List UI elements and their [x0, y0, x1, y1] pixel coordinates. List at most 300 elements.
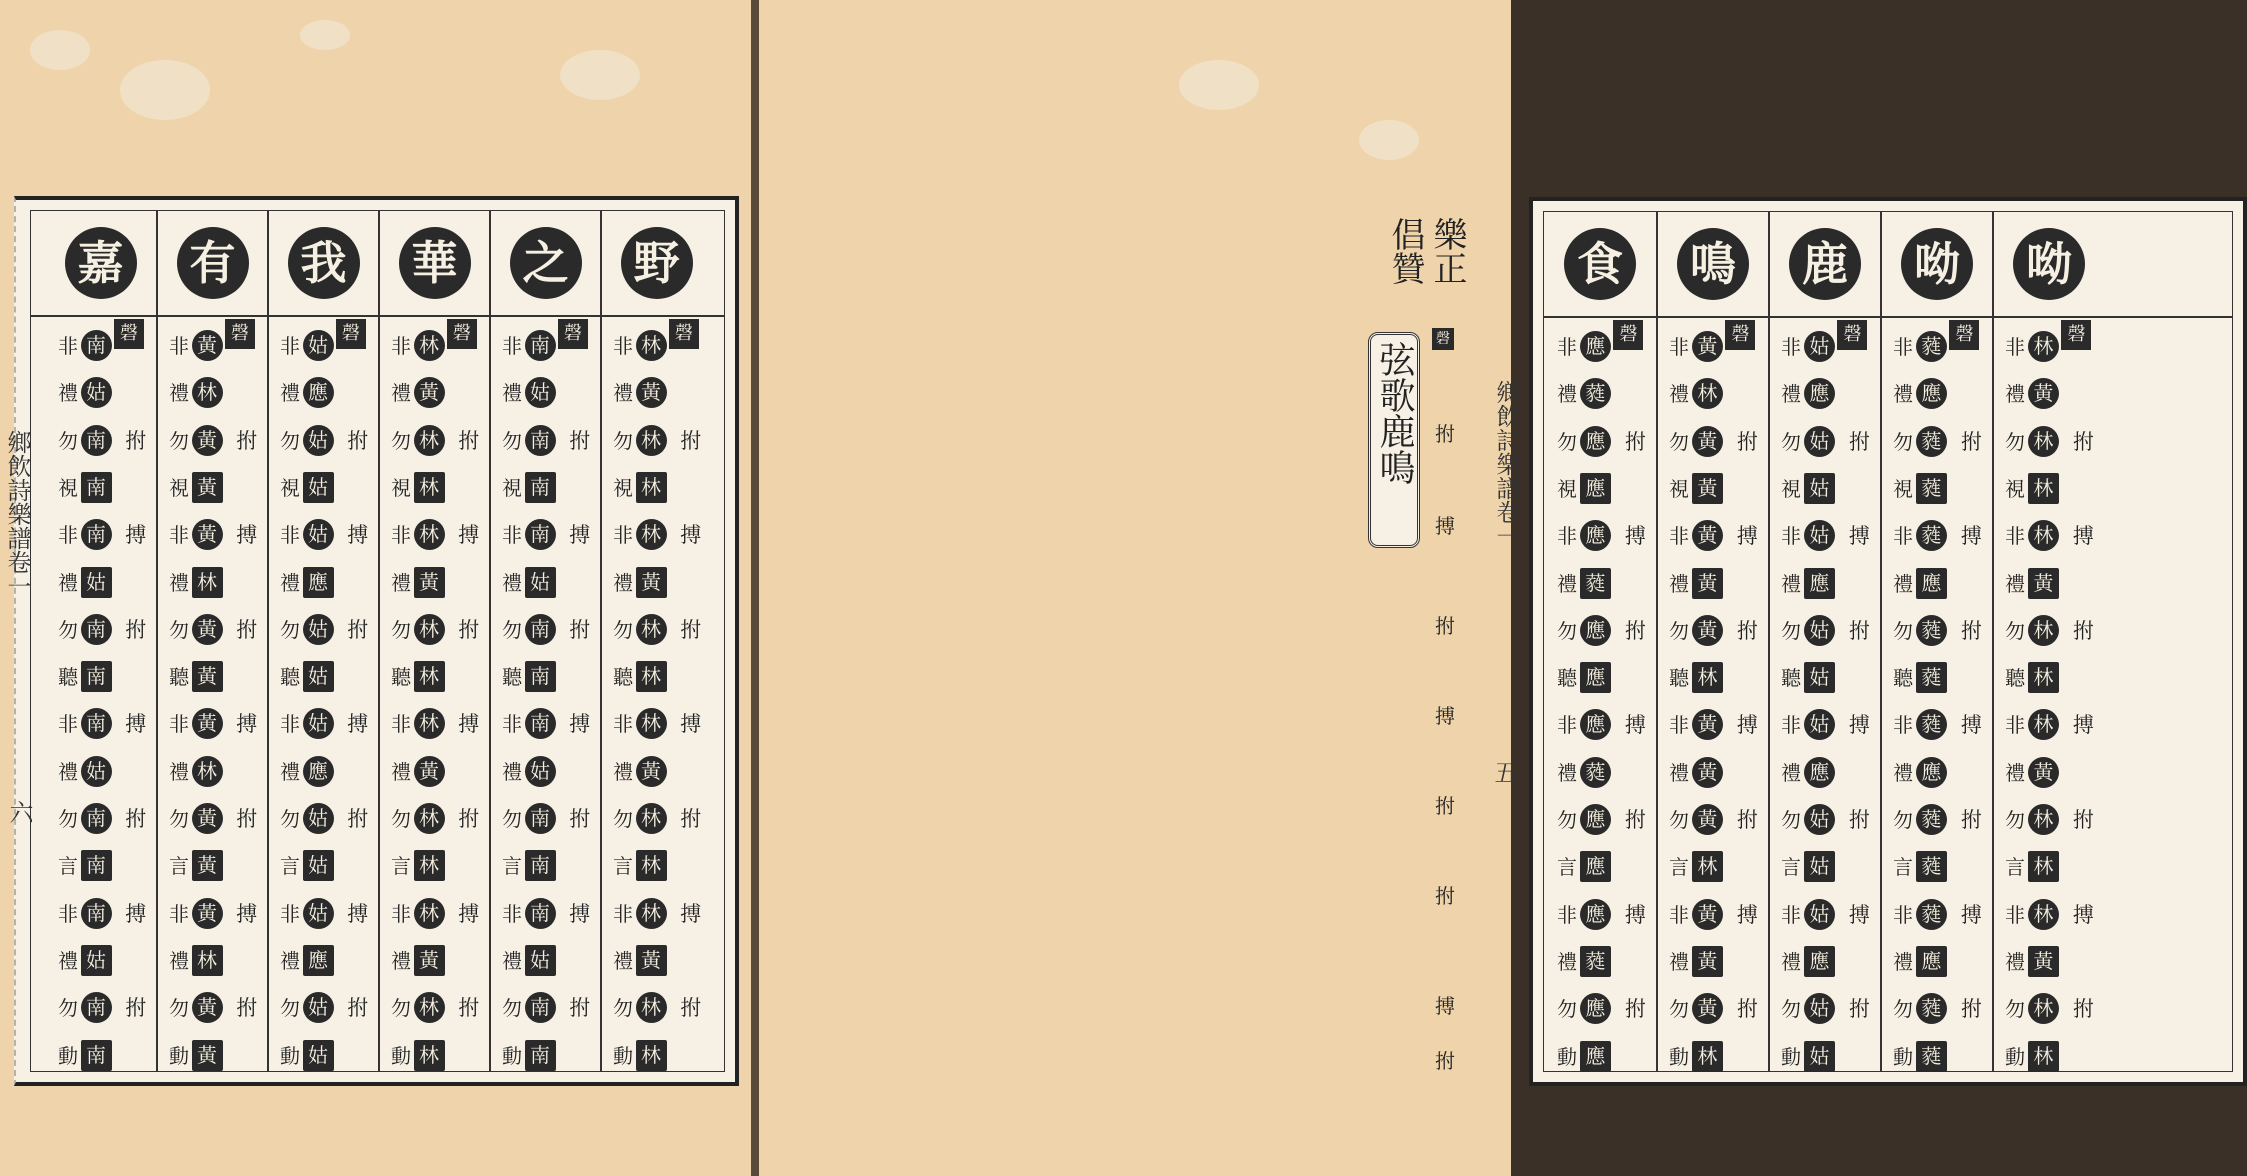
- pitch-note: 林: [1692, 1041, 1723, 1072]
- pitch-note: 蕤: [1916, 1041, 1947, 1072]
- heading-seal: 鹿: [1789, 228, 1861, 300]
- pitch-note: 林: [414, 472, 445, 503]
- lyric-char: 動: [1557, 1044, 1577, 1069]
- strike-mark: 拊: [236, 428, 258, 453]
- heading-seal: 華: [399, 227, 471, 299]
- strike-mark: 拊: [1848, 429, 1870, 454]
- lyric-char: 視: [1669, 476, 1689, 501]
- pitch-note: 應: [1580, 993, 1611, 1024]
- strike-mark: 搏: [347, 712, 369, 737]
- lyric-char: 視: [280, 475, 300, 500]
- pitch-note: 應: [1804, 568, 1835, 599]
- strike-mark: 拊: [1960, 429, 1982, 454]
- pitch-note: 林: [414, 850, 445, 881]
- lyric-char: 非: [2005, 902, 2025, 927]
- lyric-char: 非: [2005, 335, 2025, 359]
- lyric-char: 視: [613, 475, 633, 500]
- lyric-char: 禮: [1893, 382, 1913, 407]
- heading-seal: 野: [621, 227, 693, 299]
- right-page-number: 五: [1490, 760, 1518, 784]
- strike-mark: 搏: [1736, 902, 1758, 927]
- title-side-note: 拊: [1435, 1049, 1455, 1073]
- strike-mark: 搏: [1848, 902, 1870, 927]
- pitch-note: 林: [636, 850, 667, 881]
- heading-seal: 之: [510, 227, 582, 299]
- lyric-char: 非: [1669, 524, 1689, 549]
- water-stain: [1179, 60, 1259, 110]
- lyric-char: 禮: [169, 759, 189, 784]
- pitch-note: 應: [1580, 709, 1611, 740]
- right_page-score-column-1: [1656, 316, 1768, 1071]
- qing-mark: 磬: [1432, 328, 1454, 350]
- lyric-char: 聽: [169, 665, 189, 690]
- lyric-char: 聽: [1669, 666, 1689, 691]
- strike-mark: 拊: [1736, 808, 1758, 832]
- pitch-note: 姑: [303, 803, 334, 834]
- left-margin-text: 鄉飲詩樂譜卷一: [3, 430, 31, 598]
- lyric-char: 非: [58, 901, 78, 926]
- lyric-char: 視: [2005, 476, 2025, 501]
- pitch-note: 黃: [1692, 568, 1723, 599]
- lyric-char: 聽: [280, 665, 300, 690]
- header-label-1: 樂正: [1427, 217, 1467, 285]
- pitch-note: 南: [81, 519, 112, 550]
- lyric-char: 禮: [1669, 760, 1689, 785]
- lyric-char: 非: [502, 334, 522, 358]
- qing-mark: 磬: [447, 319, 477, 349]
- pitch-note: 姑: [525, 377, 556, 408]
- qing-mark: 磬: [1725, 320, 1755, 350]
- lyric-char: 非: [1781, 713, 1801, 738]
- pitch-note: 林: [2028, 993, 2059, 1024]
- pitch-note: 應: [1580, 662, 1611, 693]
- pitch-note: 蕤: [1580, 568, 1611, 599]
- title-side-note: 拊: [1435, 614, 1455, 638]
- left_page-heading-cell-1: [156, 211, 267, 315]
- lyric-char: 勿: [280, 428, 300, 453]
- pitch-note: 姑: [1804, 426, 1835, 457]
- lyric-char: 勿: [502, 807, 522, 831]
- qing-mark: 磬: [2061, 320, 2091, 350]
- pitch-note: 蕤: [1916, 331, 1947, 362]
- lyric-char: 勿: [391, 428, 411, 453]
- strike-mark: 搏: [1960, 713, 1982, 738]
- lyric-char: 聽: [2005, 666, 2025, 691]
- lyric-char: 勿: [169, 617, 189, 642]
- lyric-char: 視: [1557, 476, 1577, 501]
- lyric-char: 非: [613, 334, 633, 358]
- lyric-char: 禮: [391, 381, 411, 406]
- pitch-note: 蕤: [1916, 851, 1947, 882]
- lyric-char: 禮: [391, 948, 411, 973]
- lyric-char: 非: [280, 901, 300, 926]
- lyric-char: 聽: [613, 665, 633, 690]
- strike-mark: 搏: [569, 712, 591, 737]
- pitch-note: 黃: [192, 1040, 223, 1071]
- left_page-heading-cell-0: [45, 211, 156, 315]
- pitch-note: 蕤: [1916, 473, 1947, 504]
- lyric-char: 禮: [391, 570, 411, 595]
- pitch-note: 南: [525, 330, 556, 361]
- lyric-char: 非: [169, 712, 189, 737]
- strike-mark: 拊: [1848, 808, 1870, 832]
- strike-mark: 搏: [1960, 902, 1982, 927]
- strike-mark: 搏: [1848, 524, 1870, 549]
- pitch-note: 姑: [303, 472, 334, 503]
- lyric-char: 非: [1557, 902, 1577, 927]
- heading-seal: 有: [177, 227, 249, 299]
- strike-mark: 搏: [458, 712, 480, 737]
- strike-mark: 搏: [347, 901, 369, 926]
- pitch-note: 姑: [303, 898, 334, 929]
- lyric-char: 動: [280, 1043, 300, 1068]
- pitch-note: 南: [81, 1040, 112, 1071]
- pitch-note: 南: [81, 661, 112, 692]
- pitch-note: 應: [1804, 378, 1835, 409]
- left_page-score-column-0: [45, 315, 156, 1071]
- strike-mark: 搏: [1848, 713, 1870, 738]
- pitch-note: 蕤: [1916, 520, 1947, 551]
- pitch-note: 黃: [2028, 946, 2059, 977]
- lyric-char: 非: [502, 901, 522, 926]
- lyric-char: 視: [502, 475, 522, 500]
- lyric-char: 動: [1893, 1044, 1913, 1069]
- lyric-char: 勿: [280, 996, 300, 1021]
- pitch-note: 蕤: [1916, 993, 1947, 1024]
- lyric-char: 言: [1557, 855, 1577, 880]
- pitch-note: 應: [1580, 473, 1611, 504]
- lyric-char: 非: [1781, 902, 1801, 927]
- strike-mark: 拊: [569, 807, 591, 831]
- lyric-char: 禮: [1781, 949, 1801, 974]
- lyric-char: 勿: [502, 617, 522, 642]
- lyric-char: 非: [1557, 524, 1577, 549]
- pitch-note: 南: [525, 614, 556, 645]
- left_page-score-column-1: [156, 315, 267, 1071]
- pitch-note: 黃: [2028, 378, 2059, 409]
- left_page-heading-cell-2: [267, 211, 378, 315]
- lyric-char: 動: [613, 1043, 633, 1068]
- pitch-note: 姑: [303, 708, 334, 739]
- strike-mark: 搏: [1624, 902, 1646, 927]
- left_page-score-column-5: [600, 315, 711, 1071]
- qing-mark: 磬: [336, 319, 366, 349]
- pitch-note: 林: [636, 1040, 667, 1071]
- strike-mark: 拊: [125, 617, 147, 642]
- pitch-note: 姑: [1804, 615, 1835, 646]
- strike-mark: 搏: [125, 523, 147, 548]
- lyric-char: 勿: [613, 807, 633, 831]
- lyric-char: 禮: [280, 948, 300, 973]
- left_page-score-column-4: [489, 315, 600, 1071]
- strike-mark: 搏: [236, 712, 258, 737]
- lyric-char: 言: [391, 854, 411, 879]
- pitch-note: 姑: [1804, 899, 1835, 930]
- strike-mark: 搏: [236, 901, 258, 926]
- lyric-char: 非: [613, 901, 633, 926]
- lyric-char: 勿: [391, 807, 411, 831]
- lyric-char: 非: [169, 901, 189, 926]
- pitch-note: 南: [525, 708, 556, 739]
- pitch-note: 姑: [525, 945, 556, 976]
- title-side-note: 搏: [1435, 514, 1455, 538]
- pitch-note: 林: [414, 708, 445, 739]
- pitch-note: 林: [414, 1040, 445, 1071]
- pitch-note: 蕤: [1916, 804, 1947, 835]
- pitch-note: 應: [1580, 804, 1611, 835]
- lyric-char: 勿: [1893, 618, 1913, 643]
- strike-mark: 拊: [2072, 997, 2094, 1022]
- pitch-note: 南: [525, 803, 556, 834]
- lyric-char: 禮: [502, 570, 522, 595]
- right_page-heading-cell-3: [1880, 212, 1992, 316]
- strike-mark: 搏: [1736, 524, 1758, 549]
- qing-mark: 磬: [558, 319, 588, 349]
- lyric-char: 禮: [1781, 760, 1801, 785]
- lyric-char: 言: [280, 854, 300, 879]
- left-score-grid: [30, 210, 725, 1072]
- pitch-note: 林: [2028, 709, 2059, 740]
- strike-mark: 搏: [2072, 902, 2094, 927]
- pitch-note: 林: [636, 519, 667, 550]
- pitch-note: 姑: [303, 330, 334, 361]
- strike-mark: 拊: [1848, 618, 1870, 643]
- lyric-char: 勿: [58, 996, 78, 1021]
- pitch-note: 黃: [2028, 757, 2059, 788]
- lyric-char: 非: [1669, 335, 1689, 359]
- lyric-char: 勿: [58, 428, 78, 453]
- pitch-note: 黃: [1692, 899, 1723, 930]
- lyric-char: 禮: [1557, 949, 1577, 974]
- pitch-note: 林: [1692, 378, 1723, 409]
- title-side-note: 搏: [1435, 994, 1455, 1018]
- pitch-note: 林: [2028, 615, 2059, 646]
- strike-mark: 拊: [1624, 997, 1646, 1022]
- pitch-note: 黃: [192, 614, 223, 645]
- lyric-char: 勿: [1669, 429, 1689, 454]
- lyric-char: 言: [1781, 855, 1801, 880]
- pitch-note: 姑: [81, 567, 112, 598]
- pitch-note: 應: [1580, 331, 1611, 362]
- pitch-note: 黃: [1692, 426, 1723, 457]
- lyric-char: 勿: [2005, 997, 2025, 1022]
- strike-mark: 拊: [347, 996, 369, 1021]
- lyric-char: 聽: [58, 665, 78, 690]
- lyric-char: 視: [169, 475, 189, 500]
- pitch-note: 蕤: [1580, 378, 1611, 409]
- lyric-char: 禮: [502, 759, 522, 784]
- heading-seal: 鳴: [1677, 228, 1749, 300]
- strike-mark: 搏: [236, 523, 258, 548]
- lyric-char: 勿: [169, 428, 189, 453]
- lyric-char: 非: [502, 712, 522, 737]
- lyric-char: 非: [280, 334, 300, 358]
- pitch-note: 應: [1580, 615, 1611, 646]
- pitch-note: 黃: [192, 992, 223, 1023]
- pitch-note: 林: [192, 945, 223, 976]
- strike-mark: 搏: [2072, 524, 2094, 549]
- lyric-char: 動: [502, 1043, 522, 1068]
- lyric-char: 勿: [169, 807, 189, 831]
- lyric-char: 非: [1893, 713, 1913, 738]
- lyric-char: 勿: [1557, 808, 1577, 832]
- pitch-note: 林: [414, 898, 445, 929]
- lyric-char: 非: [169, 523, 189, 548]
- pitch-note: 姑: [303, 614, 334, 645]
- strike-mark: 拊: [1624, 808, 1646, 832]
- lyric-char: 禮: [169, 948, 189, 973]
- lyric-char: 勿: [502, 428, 522, 453]
- water-stain: [300, 20, 350, 50]
- lyric-char: 勿: [1557, 997, 1577, 1022]
- pitch-note: 黃: [192, 898, 223, 929]
- pitch-note: 姑: [303, 850, 334, 881]
- lyric-char: 言: [1669, 855, 1689, 880]
- lyric-char: 禮: [1557, 571, 1577, 596]
- heading-seal: 嘉: [65, 227, 137, 299]
- pitch-note: 蕤: [1916, 899, 1947, 930]
- lyric-char: 動: [169, 1043, 189, 1068]
- pitch-note: 林: [636, 803, 667, 834]
- lyric-char: 禮: [58, 570, 78, 595]
- heading-seal: 呦: [2013, 228, 2085, 300]
- pitch-note: 姑: [1804, 709, 1835, 740]
- lyric-char: 禮: [58, 759, 78, 784]
- pitch-note: 黃: [192, 519, 223, 550]
- left-score-frame: [14, 196, 739, 1086]
- lyric-char: 禮: [1669, 382, 1689, 407]
- strike-mark: 拊: [2072, 808, 2094, 832]
- left_page-heading-cell-5: [600, 211, 711, 315]
- lyric-char: 勿: [1669, 997, 1689, 1022]
- left-page: [0, 0, 751, 1176]
- strike-mark: 拊: [1736, 618, 1758, 643]
- lyric-char: 非: [280, 712, 300, 737]
- lyric-char: 禮: [1893, 571, 1913, 596]
- strike-mark: 拊: [680, 807, 702, 831]
- strike-mark: 拊: [1848, 997, 1870, 1022]
- pitch-note: 姑: [1804, 520, 1835, 551]
- lyric-char: 非: [613, 523, 633, 548]
- pitch-note: 南: [81, 898, 112, 929]
- pitch-note: 南: [81, 850, 112, 881]
- pitch-note: 林: [2028, 520, 2059, 551]
- lyric-char: 禮: [169, 381, 189, 406]
- lyric-char: 勿: [613, 617, 633, 642]
- pitch-note: 林: [414, 519, 445, 550]
- pitch-note: 林: [636, 992, 667, 1023]
- lyric-char: 非: [169, 334, 189, 358]
- pitch-note: 姑: [525, 567, 556, 598]
- strike-mark: 拊: [1960, 808, 1982, 832]
- pitch-note: 姑: [81, 945, 112, 976]
- pitch-note: 姑: [1804, 662, 1835, 693]
- pitch-note: 黃: [192, 850, 223, 881]
- lyric-char: 勿: [1669, 808, 1689, 832]
- strike-mark: 搏: [680, 712, 702, 737]
- pitch-note: 應: [303, 945, 334, 976]
- lyric-char: 言: [502, 854, 522, 879]
- pitch-note: 林: [414, 614, 445, 645]
- pitch-note: 林: [2028, 662, 2059, 693]
- pitch-note: 黃: [1692, 473, 1723, 504]
- pitch-note: 林: [636, 330, 667, 361]
- pitch-note: 姑: [1804, 1041, 1835, 1072]
- right_page-heading-cell-1: [1656, 212, 1768, 316]
- pitch-note: 南: [525, 850, 556, 881]
- lyric-char: 禮: [1893, 949, 1913, 974]
- pitch-note: 姑: [525, 756, 556, 787]
- lyric-char: 勿: [2005, 618, 2025, 643]
- strike-mark: 拊: [458, 617, 480, 642]
- lyric-char: 非: [280, 523, 300, 548]
- pitch-note: 姑: [303, 992, 334, 1023]
- qing-mark: 磬: [669, 319, 699, 349]
- pitch-note: 林: [414, 661, 445, 692]
- lyric-char: 勿: [391, 617, 411, 642]
- pitch-note: 林: [414, 330, 445, 361]
- strike-mark: 搏: [680, 523, 702, 548]
- pitch-note: 黃: [1692, 331, 1723, 362]
- right-heading-row: [1544, 212, 2232, 318]
- lyric-char: 非: [391, 712, 411, 737]
- lyric-char: 非: [1557, 713, 1577, 738]
- pitch-note: 林: [636, 614, 667, 645]
- pitch-note: 林: [636, 425, 667, 456]
- lyric-char: 禮: [1893, 760, 1913, 785]
- pitch-note: 黃: [636, 945, 667, 976]
- pitch-note: 蕤: [1916, 662, 1947, 693]
- pitch-note: 林: [2028, 804, 2059, 835]
- pitch-note: 蕤: [1580, 757, 1611, 788]
- lyric-char: 勿: [1893, 429, 1913, 454]
- lyric-char: 禮: [613, 570, 633, 595]
- strike-mark: 搏: [1736, 713, 1758, 738]
- lyric-char: 非: [502, 523, 522, 548]
- qing-mark: 磬: [1949, 320, 1979, 350]
- strike-mark: 拊: [125, 428, 147, 453]
- water-stain: [560, 50, 640, 100]
- right_page-score-column-2: [1768, 316, 1880, 1071]
- pitch-note: 應: [1804, 757, 1835, 788]
- pitch-note: 林: [636, 898, 667, 929]
- pitch-note: 應: [1916, 946, 1947, 977]
- pitch-note: 黃: [1692, 709, 1723, 740]
- lyric-char: 動: [1669, 1044, 1689, 1069]
- lyric-char: 禮: [280, 381, 300, 406]
- pitch-note: 黃: [636, 377, 667, 408]
- strike-mark: 拊: [2072, 429, 2094, 454]
- lyric-char: 勿: [280, 807, 300, 831]
- lyric-char: 非: [1781, 335, 1801, 359]
- lyric-char: 禮: [2005, 571, 2025, 596]
- pitch-note: 應: [1916, 757, 1947, 788]
- pitch-note: 應: [303, 567, 334, 598]
- lyric-char: 非: [1669, 902, 1689, 927]
- pitch-note: 應: [1580, 520, 1611, 551]
- pitch-note: 蕤: [1916, 426, 1947, 457]
- pitch-note: 姑: [81, 377, 112, 408]
- lyric-char: 勿: [1669, 618, 1689, 643]
- strike-mark: 拊: [569, 617, 591, 642]
- qing-mark: 磬: [225, 319, 255, 349]
- lyric-char: 禮: [613, 759, 633, 784]
- strike-mark: 搏: [458, 901, 480, 926]
- qing-mark: 磬: [1837, 320, 1867, 350]
- pitch-note: 林: [414, 425, 445, 456]
- pitch-note: 應: [1580, 899, 1611, 930]
- pitch-note: 黃: [414, 377, 445, 408]
